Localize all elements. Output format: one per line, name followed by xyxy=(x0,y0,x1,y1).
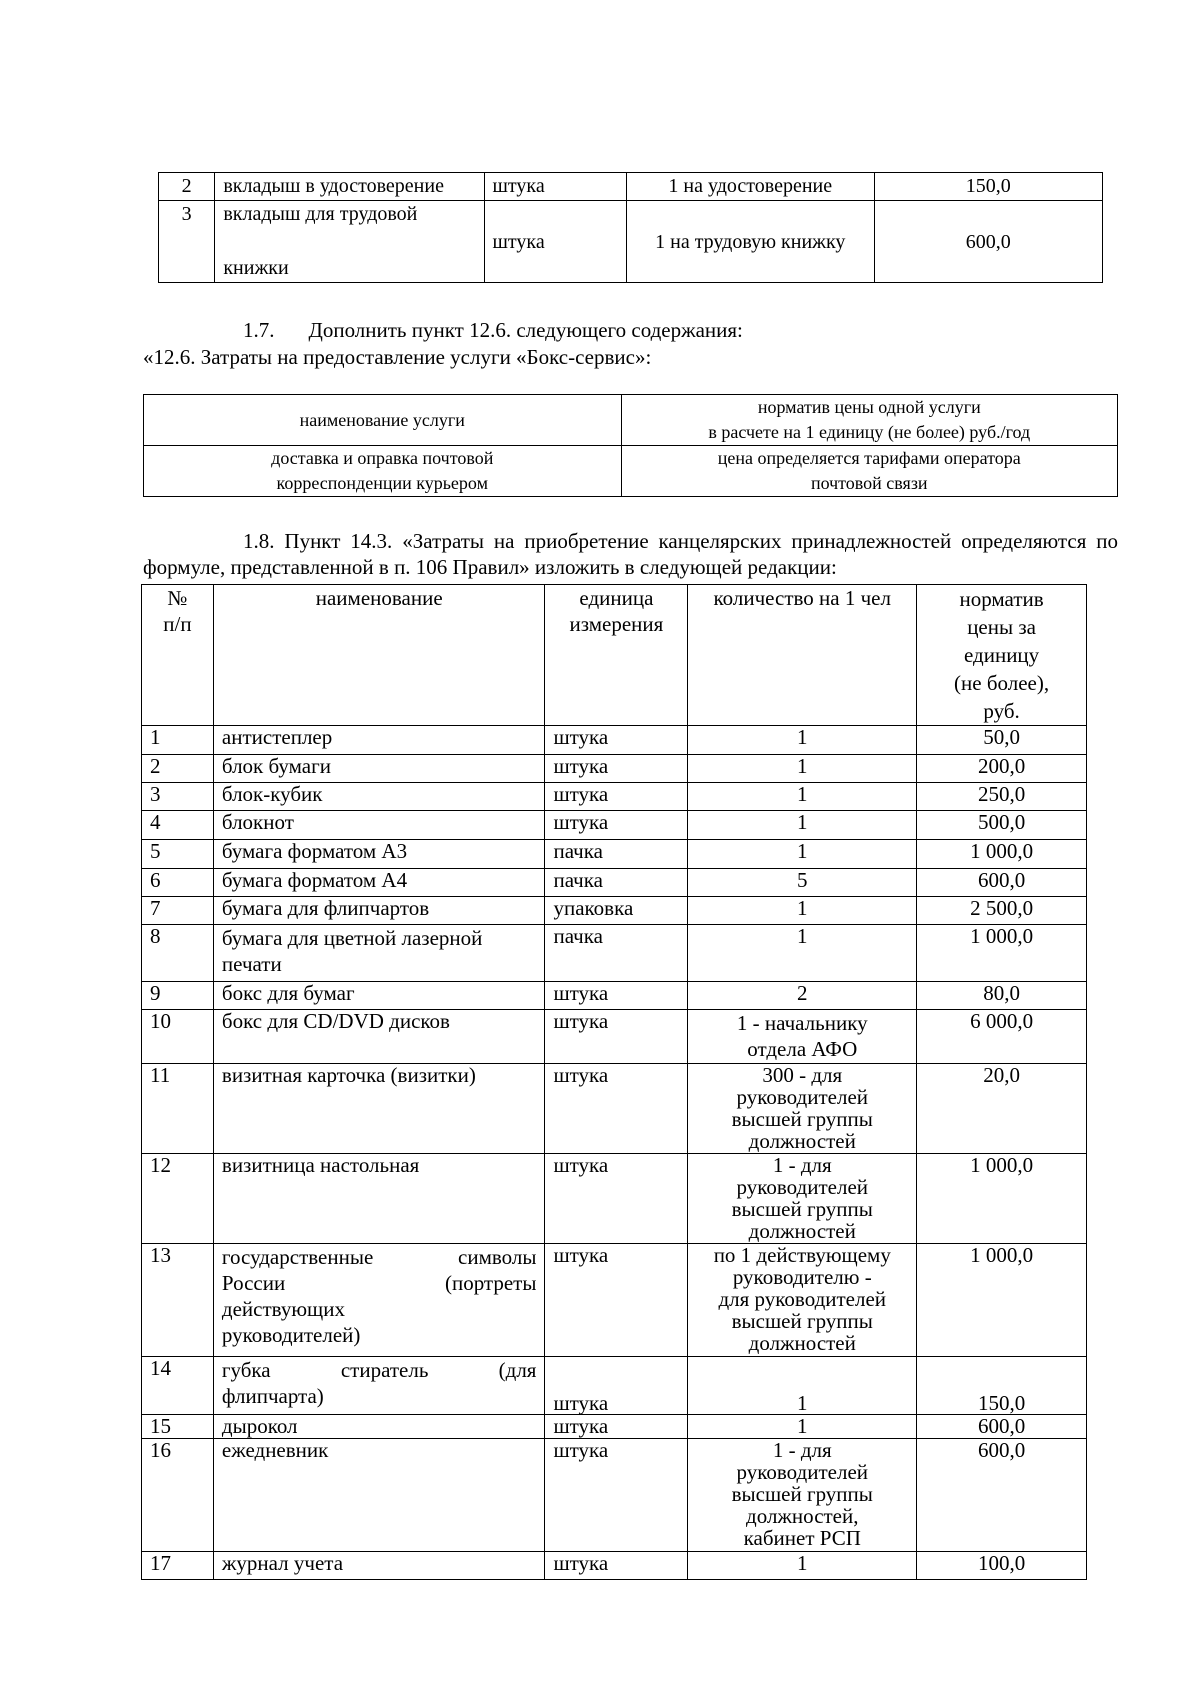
item-qty: 1 xyxy=(688,726,917,755)
item-qty xyxy=(688,1154,917,1244)
item-unit: штука xyxy=(545,783,688,811)
table-row xyxy=(142,1244,1087,1357)
item-name xyxy=(213,1244,545,1357)
item-unit: штука xyxy=(484,201,626,283)
item-name-line: вкладыш для трудовой xyxy=(223,203,418,225)
table-row xyxy=(142,1552,1087,1580)
cell-line: корреспонденции курьером xyxy=(276,473,488,493)
cell-line: высшей группы xyxy=(731,1197,873,1221)
item-qty: 5 xyxy=(688,869,917,897)
section-number: 1.7. xyxy=(243,318,275,342)
header-line: единицу xyxy=(963,643,1040,667)
item-qty xyxy=(688,1244,917,1357)
row-number: 2 xyxy=(142,755,214,783)
row-number: 12 xyxy=(142,1154,214,1244)
cell-line: для руководителей xyxy=(718,1287,887,1311)
item-qty: 1 xyxy=(688,1357,917,1415)
service-name xyxy=(144,446,622,497)
table-row xyxy=(142,755,1087,783)
item-qty xyxy=(688,1064,917,1154)
item-name: дырокол xyxy=(213,1415,545,1439)
table-header-row xyxy=(142,585,1087,726)
item-price: 200,0 xyxy=(917,755,1087,783)
table-row xyxy=(142,1439,1087,1552)
table-row xyxy=(142,982,1087,1010)
item-name: бумага для флипчартов xyxy=(213,897,545,925)
table-row xyxy=(159,201,1103,283)
row-number: 11 xyxy=(142,1064,214,1154)
cell-line: должностей, xyxy=(746,1504,859,1528)
item-qty: 2 xyxy=(688,982,917,1010)
table-row xyxy=(142,897,1087,925)
item-unit: пачка xyxy=(545,840,688,869)
item-qty xyxy=(688,1010,917,1064)
cell-line: доставка и оправка почтовой xyxy=(271,448,494,468)
row-number: 2 xyxy=(159,173,215,201)
item-unit: пачка xyxy=(545,869,688,897)
section-1-8-text: 1.8. Пункт 14.3. «Затраты на приобретение канцелярских принадлежностей определяются по формуле, представленной в п. 106 Правил» изложить в следующей редакции: xyxy=(143,529,1118,579)
header-line: в расчете на 1 единицу (не более) руб./год xyxy=(708,422,1031,442)
item-unit: штука xyxy=(545,1010,688,1064)
item-name: блокнот xyxy=(213,811,545,840)
header-line: измерения xyxy=(569,612,664,636)
item-name: блок бумаги xyxy=(213,755,545,783)
row-number: 9 xyxy=(142,982,214,1010)
item-unit: штука xyxy=(545,1415,688,1439)
table-row xyxy=(144,446,1118,497)
item-qty: 1 xyxy=(688,897,917,925)
cell-line: кабинет РСП xyxy=(743,1526,861,1550)
cell-line: по 1 действующему xyxy=(713,1243,891,1267)
cell-line: почтовой связи xyxy=(810,473,928,493)
item-name: бумага форматом А3 xyxy=(213,840,545,869)
item-unit: штука xyxy=(545,1064,688,1154)
cell-line: печати xyxy=(221,952,282,976)
item-name: бумага форматом А4 xyxy=(213,869,545,897)
item-name xyxy=(215,201,484,283)
table-row xyxy=(142,783,1087,811)
item-name: ежедневник xyxy=(213,1439,545,1552)
row-number: 3 xyxy=(142,783,214,811)
table-row xyxy=(142,811,1087,840)
header-line: цены за xyxy=(967,615,1036,639)
header-price xyxy=(917,585,1087,726)
cell-line: губка стиратель (для xyxy=(221,1358,537,1382)
cell-line: государственные символы xyxy=(221,1245,537,1269)
cell-line: высшей группы xyxy=(731,1309,873,1333)
item-price: 500,0 xyxy=(917,811,1087,840)
item-price: 1 000,0 xyxy=(917,1154,1087,1244)
item-name: блок-кубик xyxy=(213,783,545,811)
row-number: 17 xyxy=(142,1552,214,1580)
header-line: единица xyxy=(579,586,654,610)
row-number: 14 xyxy=(142,1357,214,1415)
item-unit: пачка xyxy=(545,925,688,982)
item-name: вкладыш в удостоверение xyxy=(215,173,484,201)
cell-line: 1 - начальнику xyxy=(736,1011,868,1035)
item-qty: 1 на удостоверение xyxy=(626,173,874,201)
cell-line: руководителей) xyxy=(221,1323,361,1347)
section-1-7-heading xyxy=(243,317,743,343)
item-qty: 1 xyxy=(688,925,917,982)
row-number: 4 xyxy=(142,811,214,840)
cell-line: руководителей xyxy=(736,1460,869,1484)
table-row xyxy=(142,1357,1087,1415)
table-row xyxy=(142,869,1087,897)
item-qty xyxy=(688,1439,917,1552)
item-unit: упаковка xyxy=(545,897,688,925)
cell-line: бумага для цветной лазерной xyxy=(221,926,483,950)
item-price: 600,0 xyxy=(874,201,1102,283)
table-row xyxy=(142,1154,1087,1244)
item-price: 1 000,0 xyxy=(917,840,1087,869)
header-price-norm xyxy=(621,395,1117,446)
cell-line: руководителей xyxy=(736,1175,869,1199)
table-row xyxy=(159,173,1103,201)
item-price: 150,0 xyxy=(917,1357,1087,1415)
header-line: (не более), xyxy=(954,671,1050,695)
cell-line: флипчарта) xyxy=(221,1384,324,1408)
cell-line: должностей xyxy=(748,1331,856,1355)
service-price-norm xyxy=(621,446,1117,497)
header-line: норматив xyxy=(959,587,1044,611)
item-price: 6 000,0 xyxy=(917,1010,1087,1064)
cell-line: России (портреты xyxy=(221,1271,537,1295)
header-service-name: наименование услуги xyxy=(144,395,622,446)
section-1-7-subheading: «12.6. Затраты на предоставление услуги «Бокс-сервис»: xyxy=(143,345,652,369)
item-unit: штука xyxy=(545,1357,688,1415)
row-number: 1 xyxy=(142,726,214,755)
continuation-table xyxy=(158,172,1103,283)
table-row xyxy=(142,1010,1087,1064)
cell-line: цена определяется тарифами оператора xyxy=(717,448,1021,468)
item-name xyxy=(213,1357,545,1415)
item-price: 600,0 xyxy=(917,869,1087,897)
header-line: № xyxy=(167,586,188,610)
item-price: 20,0 xyxy=(917,1064,1087,1154)
table-row xyxy=(142,1415,1087,1439)
item-unit: штука xyxy=(545,755,688,783)
item-unit: штука xyxy=(545,726,688,755)
header-name: наименование xyxy=(213,585,545,726)
item-price: 600,0 xyxy=(917,1415,1087,1439)
item-name-line: книжки xyxy=(223,257,289,279)
item-price: 1 000,0 xyxy=(917,925,1087,982)
item-name: журнал учета xyxy=(213,1552,545,1580)
item-price: 250,0 xyxy=(917,783,1087,811)
item-unit: штука xyxy=(545,1244,688,1357)
item-unit: штука xyxy=(545,982,688,1010)
table-row xyxy=(142,726,1087,755)
cell-line: 300 - для xyxy=(762,1063,843,1087)
item-unit: штука xyxy=(545,811,688,840)
cell-line: высшей группы xyxy=(731,1107,873,1131)
item-price: 2 500,0 xyxy=(917,897,1087,925)
item-price: 80,0 xyxy=(917,982,1087,1010)
item-qty: 1 xyxy=(688,1552,917,1580)
cell-line: 1 - для xyxy=(772,1153,832,1177)
item-qty: 1 xyxy=(688,1415,917,1439)
box-service-table xyxy=(143,394,1118,497)
cell-line: 1 - для xyxy=(772,1438,832,1462)
table-header-row xyxy=(144,395,1118,446)
row-number: 10 xyxy=(142,1010,214,1064)
row-number: 3 xyxy=(159,201,215,283)
item-unit: штука xyxy=(545,1439,688,1552)
header-num xyxy=(142,585,214,726)
item-name: бокс для CD/DVD дисков xyxy=(213,1010,545,1064)
row-number: 7 xyxy=(142,897,214,925)
item-qty: 1 xyxy=(688,840,917,869)
item-price: 1 000,0 xyxy=(917,1244,1087,1357)
cell-line: отдела АФО xyxy=(747,1037,858,1061)
cell-line: руководителю - xyxy=(732,1265,872,1289)
item-qty: 1 xyxy=(688,811,917,840)
row-number: 5 xyxy=(142,840,214,869)
cell-line: должностей xyxy=(748,1129,856,1153)
item-unit: штука xyxy=(545,1154,688,1244)
header-qty: количество на 1 чел xyxy=(688,585,917,726)
item-qty: 1 xyxy=(688,755,917,783)
item-name xyxy=(213,925,545,982)
row-number: 13 xyxy=(142,1244,214,1357)
item-price: 150,0 xyxy=(874,173,1102,201)
item-price: 50,0 xyxy=(917,726,1087,755)
item-price: 100,0 xyxy=(917,1552,1087,1580)
item-unit: штука xyxy=(484,173,626,201)
item-qty: 1 xyxy=(688,783,917,811)
row-number: 6 xyxy=(142,869,214,897)
row-number: 8 xyxy=(142,925,214,982)
header-line: п/п xyxy=(163,612,192,636)
stationery-table xyxy=(141,584,1087,1580)
row-number: 15 xyxy=(142,1415,214,1439)
table-row xyxy=(142,1064,1087,1154)
item-qty: 1 на трудовую книжку xyxy=(626,201,874,283)
cell-line: руководителей xyxy=(736,1085,869,1109)
item-name: антистеплер xyxy=(213,726,545,755)
item-price: 600,0 xyxy=(917,1439,1087,1552)
item-name: визитная карточка (визитки) xyxy=(213,1064,545,1154)
cell-line: высшей группы xyxy=(731,1482,873,1506)
header-line: руб. xyxy=(983,699,1020,723)
header-line: норматив цены одной услуги xyxy=(757,397,981,417)
item-name: визитница настольная xyxy=(213,1154,545,1244)
header-unit xyxy=(545,585,688,726)
cell-line: должностей xyxy=(748,1219,856,1243)
item-name: бокс для бумаг xyxy=(213,982,545,1010)
row-number: 16 xyxy=(142,1439,214,1552)
item-unit: штука xyxy=(545,1552,688,1580)
section-heading-text: Дополнить пункт 12.6. следующего содержания: xyxy=(308,318,743,342)
cell-line: действующих xyxy=(221,1297,345,1321)
table-row xyxy=(142,925,1087,982)
table-row xyxy=(142,840,1087,869)
